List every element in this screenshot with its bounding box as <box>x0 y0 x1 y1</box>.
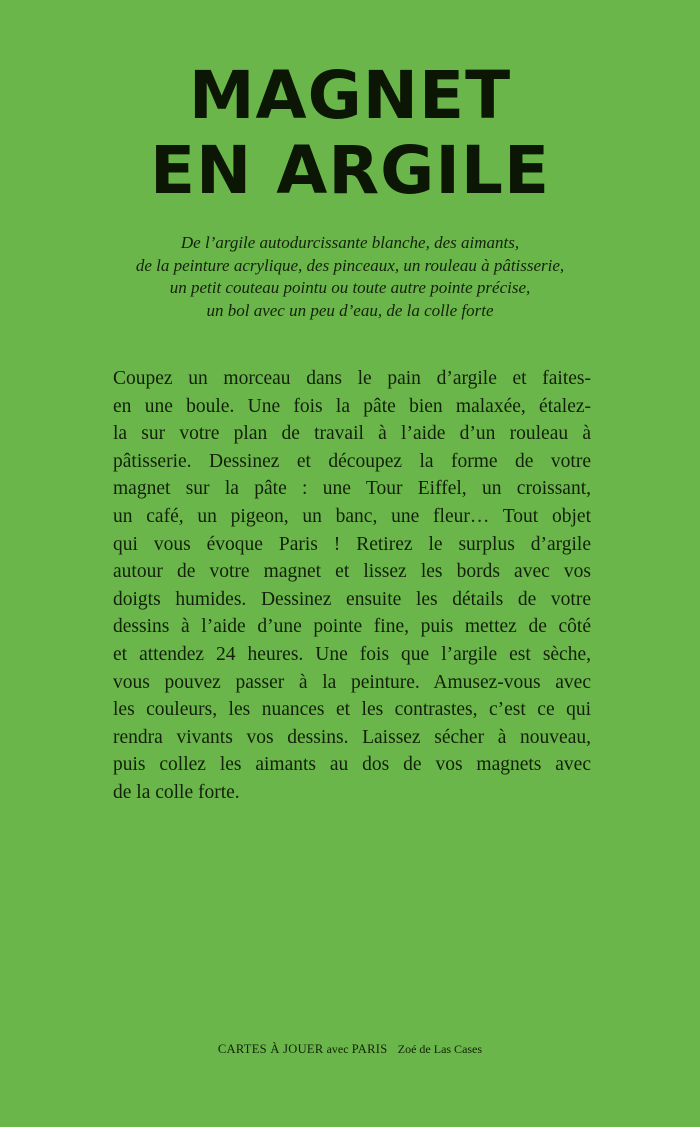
instructions-line: et attendez 24 heures. Une fois que l’argile est sèche, <box>113 643 591 665</box>
instructions-line: dessins à l’aide d’une pointe fine, puis mettez de côté <box>113 616 591 638</box>
instructions-line: de la colle forte. <box>113 781 240 803</box>
page-title <box>0 58 700 208</box>
instructions-line: rendra vivants vos dessins. Laissez sécher à nouveau, <box>113 726 591 748</box>
materials-line: de la peinture acrylique, des pinceaux, un rouleau à pâtisserie, <box>135 255 565 275</box>
title-line-1: MAGNET <box>188 57 512 134</box>
instructions-line: les couleurs, les nuances et les contrastes, c’est ce qui <box>113 699 591 721</box>
instructions-line: Coupez un morceau dans le pain d’argile et faites- <box>113 368 591 389</box>
materials-line: De l’argile autodurcissante blanche, des aimants, <box>180 233 520 252</box>
instructions-line: puis collez les aimants au dos de vos magnets avec <box>113 754 591 776</box>
instructions-line: magnet sur la pâte : une Tour Eiffel, un croissant, <box>113 478 591 500</box>
title-line-2: EN ARGILE <box>149 132 551 209</box>
materials-list <box>0 232 700 322</box>
footer-connector: avec <box>326 1042 349 1056</box>
instructions-line: autour de votre magnet et lissez les bords avec vos <box>113 561 591 583</box>
footer-city: PARIS <box>351 1042 388 1056</box>
instructions-line: la sur votre plan de travail à l’aide d’un rouleau à <box>113 423 591 445</box>
instructions-line: un café, un pigeon, un banc, une fleur… Tout objet <box>113 505 591 527</box>
instructions-line: vous pouvez passer à la peinture. Amusez-vous avec <box>113 671 591 693</box>
instructions-paragraph <box>113 365 591 807</box>
footer-author: Zoé de Las Cases <box>397 1042 483 1056</box>
instructions-line: pâtisserie. Dessinez et découpez la forme de votre <box>113 450 591 472</box>
instructions-line: qui vous évoque Paris ! Retirez le surplus d’argile <box>113 533 591 555</box>
instructions-line: en une boule. Une fois la pâte bien malaxée, étalez- <box>113 395 591 417</box>
footer-credit <box>0 1042 700 1057</box>
instructions-line: doigts humides. Dessinez ensuite les détails de votre <box>113 588 591 610</box>
materials-line: un petit couteau pointu ou toute autre pointe précise, <box>169 278 531 297</box>
materials-line: un bol avec un peu d’eau, de la colle forte <box>206 300 494 320</box>
footer-series: CARTES À JOUER <box>217 1042 324 1056</box>
